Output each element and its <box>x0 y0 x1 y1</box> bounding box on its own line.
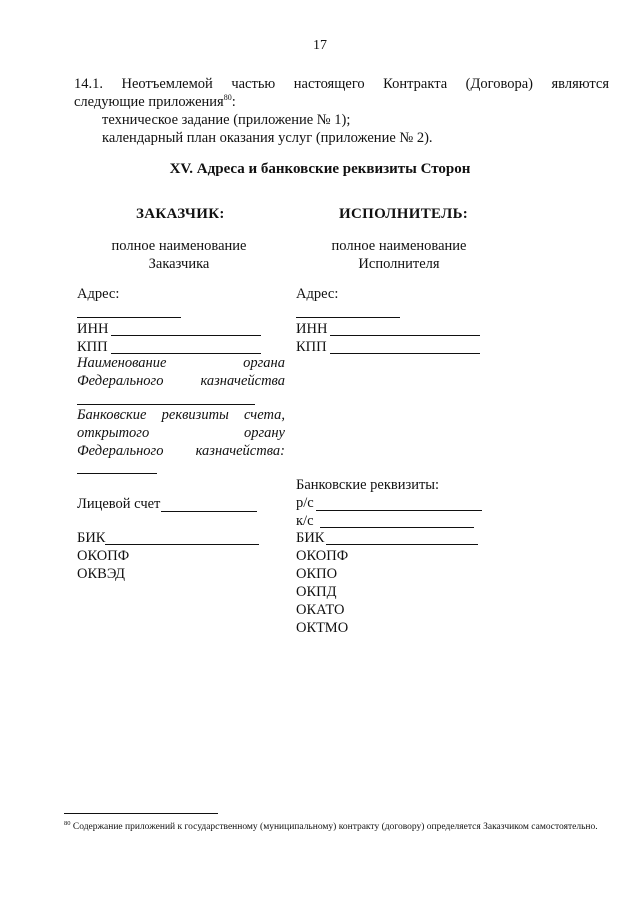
customer-account-label: Лицевой счет <box>77 496 161 512</box>
contractor-okpd-label: ОКПД <box>296 584 337 600</box>
intro-item-1: техническое задание (приложение № 1); <box>102 112 351 128</box>
contractor-rs-label: р/с <box>296 495 314 511</box>
contractor-address-line[interactable] <box>296 317 400 318</box>
contractor-heading: ИСПОЛНИТЕЛЬ: <box>339 206 469 222</box>
contractor-bik-label: БИК <box>296 530 325 546</box>
customer-treasury-name-field[interactable] <box>77 404 255 405</box>
contractor-full-name: полное наименование Исполнителя <box>331 238 467 272</box>
customer-kpp-field[interactable] <box>111 353 261 354</box>
customer-bank-req-line3: Федерального казначейства: <box>77 443 285 459</box>
customer-heading: ЗАКАЗЧИК: <box>136 206 225 222</box>
customer-address-line[interactable] <box>77 317 181 318</box>
intro-paragraph <box>74 75 609 147</box>
contractor-okpo-label: ОКПО <box>296 566 338 582</box>
customer-bik-label: БИК <box>77 530 106 546</box>
customer-bank-req-line1: Банковские реквизиты счета, <box>77 407 285 423</box>
footnote-text: Содержание приложений к государственному (муниципальному) контракту (договору) определяется Заказчиком самостоятельно. <box>70 822 598 832</box>
contractor-ks-field[interactable] <box>320 527 474 528</box>
contractor-kpp-label: КПП <box>296 339 327 355</box>
contractor-address-label: Адрес: <box>296 286 339 302</box>
footnote-mark: 80 <box>64 819 71 827</box>
contractor-okato-label: ОКАТО <box>296 602 345 618</box>
page-number: 17 <box>313 38 327 53</box>
contractor-bank-label: Банковские реквизиты: <box>296 477 440 493</box>
customer-bank-req-field[interactable] <box>77 473 157 474</box>
customer-inn-field[interactable] <box>111 335 261 336</box>
contractor-okopf-label: ОКОПФ <box>296 548 349 564</box>
contractor-inn-field[interactable] <box>330 335 480 336</box>
footnote <box>64 820 612 834</box>
footnote-ref[interactable]: 80 <box>223 93 232 103</box>
customer-account-field[interactable] <box>161 511 257 512</box>
customer-inn-label: ИНН <box>77 321 109 337</box>
customer-bank-req-line2: открытого органу <box>77 425 285 441</box>
intro-item-2: календарный план оказания услуг (приложение № 2). <box>102 130 433 146</box>
intro-line-1: 14.1. Неотъемлемой частью настоящего Контракта (Договора) являются <box>74 76 609 92</box>
customer-bik-field[interactable] <box>105 544 259 545</box>
contractor-ks-label: к/с <box>296 513 314 529</box>
section-title: XV. Адреса и банковские реквизиты Сторон <box>169 161 471 177</box>
customer-full-name: полное наименование Заказчика <box>111 238 247 272</box>
contractor-inn-label: ИНН <box>296 321 328 337</box>
contractor-oktmo-label: ОКТМО <box>296 620 349 636</box>
customer-treasury-name-line1: Наименование органа <box>77 355 285 371</box>
intro-line-2: следующие приложения$^{80}$: <box>74 93 236 110</box>
customer-kpp-label: КПП <box>77 339 108 355</box>
footnote-separator <box>64 813 218 814</box>
contractor-rs-field[interactable] <box>316 510 482 511</box>
customer-address-label: Адрес: <box>77 286 120 302</box>
customer-treasury-name-line2: Федерального казначейства <box>77 373 285 389</box>
customer-okopf-label: ОКОПФ <box>77 548 130 564</box>
contractor-kpp-field[interactable] <box>330 353 480 354</box>
customer-okved-label: ОКВЭД <box>77 566 126 582</box>
contractor-bik-field[interactable] <box>326 544 478 545</box>
